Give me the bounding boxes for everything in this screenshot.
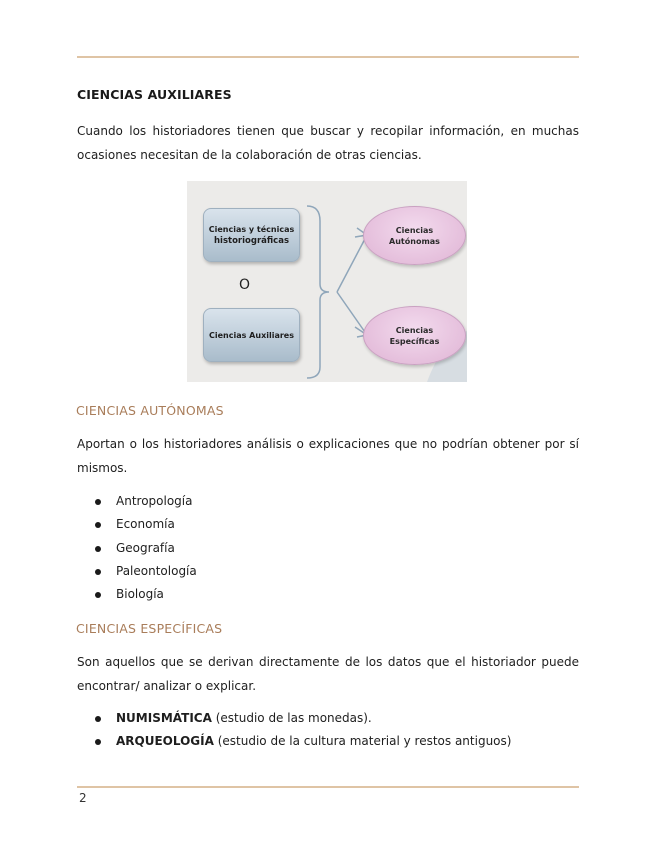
term: NUMISMÁTICA (116, 711, 212, 725)
page-number: 2 (79, 791, 87, 805)
box-ciencias-auxiliares: Ciencias Auxiliares (203, 308, 300, 362)
brace-connector (307, 206, 329, 378)
page-title: CIENCIAS AUXILIARES (77, 87, 232, 102)
term-description: (estudio de las monedas). (211, 711, 372, 725)
or-label: O (239, 277, 251, 293)
ellipse-autonomas (363, 206, 466, 265)
heading-especificas: CIENCIAS ESPECÍFICAS (76, 621, 223, 636)
ellipse-top-line1: Ciencias (395, 225, 434, 235)
ellipse-bottom-line2: Específicas (389, 336, 440, 346)
ellipse-top-line2: Autónomas (389, 236, 440, 246)
diagram-figure (187, 181, 467, 382)
box-ciencias-tecnicas (203, 208, 300, 262)
ellipse-especificas (363, 306, 466, 365)
heading-autonomas: CIENCIAS AUTÓNOMAS (76, 403, 224, 418)
header-rule (77, 56, 579, 58)
list-item: Geografía (95, 537, 197, 560)
list-item (95, 707, 511, 730)
intro-paragraph: Cuando los historiadores tienen que buscar y recopilar información, en muchas ocasiones necesitan de la colaboración de otras ciencias. (77, 124, 579, 162)
term-description: (estudio de la cultura material y restos antiguos) (213, 734, 512, 749)
arrow-to-autonomas (337, 235, 367, 292)
footer-rule (77, 786, 579, 788)
list-item: Paleontología (95, 560, 197, 583)
box-top-line2: historiográficas (213, 235, 290, 246)
autonomas-paragraph: Aportan o los historiadores análisis o explicaciones que no podrían obtener por sí mismos. (77, 437, 579, 475)
autonomas-list (95, 490, 197, 606)
list-item: Biología (95, 583, 197, 606)
ellipse-bottom-line1: Ciencias (395, 325, 434, 335)
list-item: Economía (95, 513, 197, 536)
term: ARQUEOLOGÍA (116, 734, 214, 749)
box-top-line1: Ciencias y técnicas (208, 224, 295, 234)
especificas-list (95, 707, 511, 754)
especificas-paragraph: Son aquellos que se derivan directamente de los datos que el historiador puede encontrar/ analizar o explicar. (77, 655, 579, 693)
list-item: Antropología (95, 490, 197, 513)
arrow-to-especificas (337, 292, 367, 335)
list-item (95, 730, 511, 753)
